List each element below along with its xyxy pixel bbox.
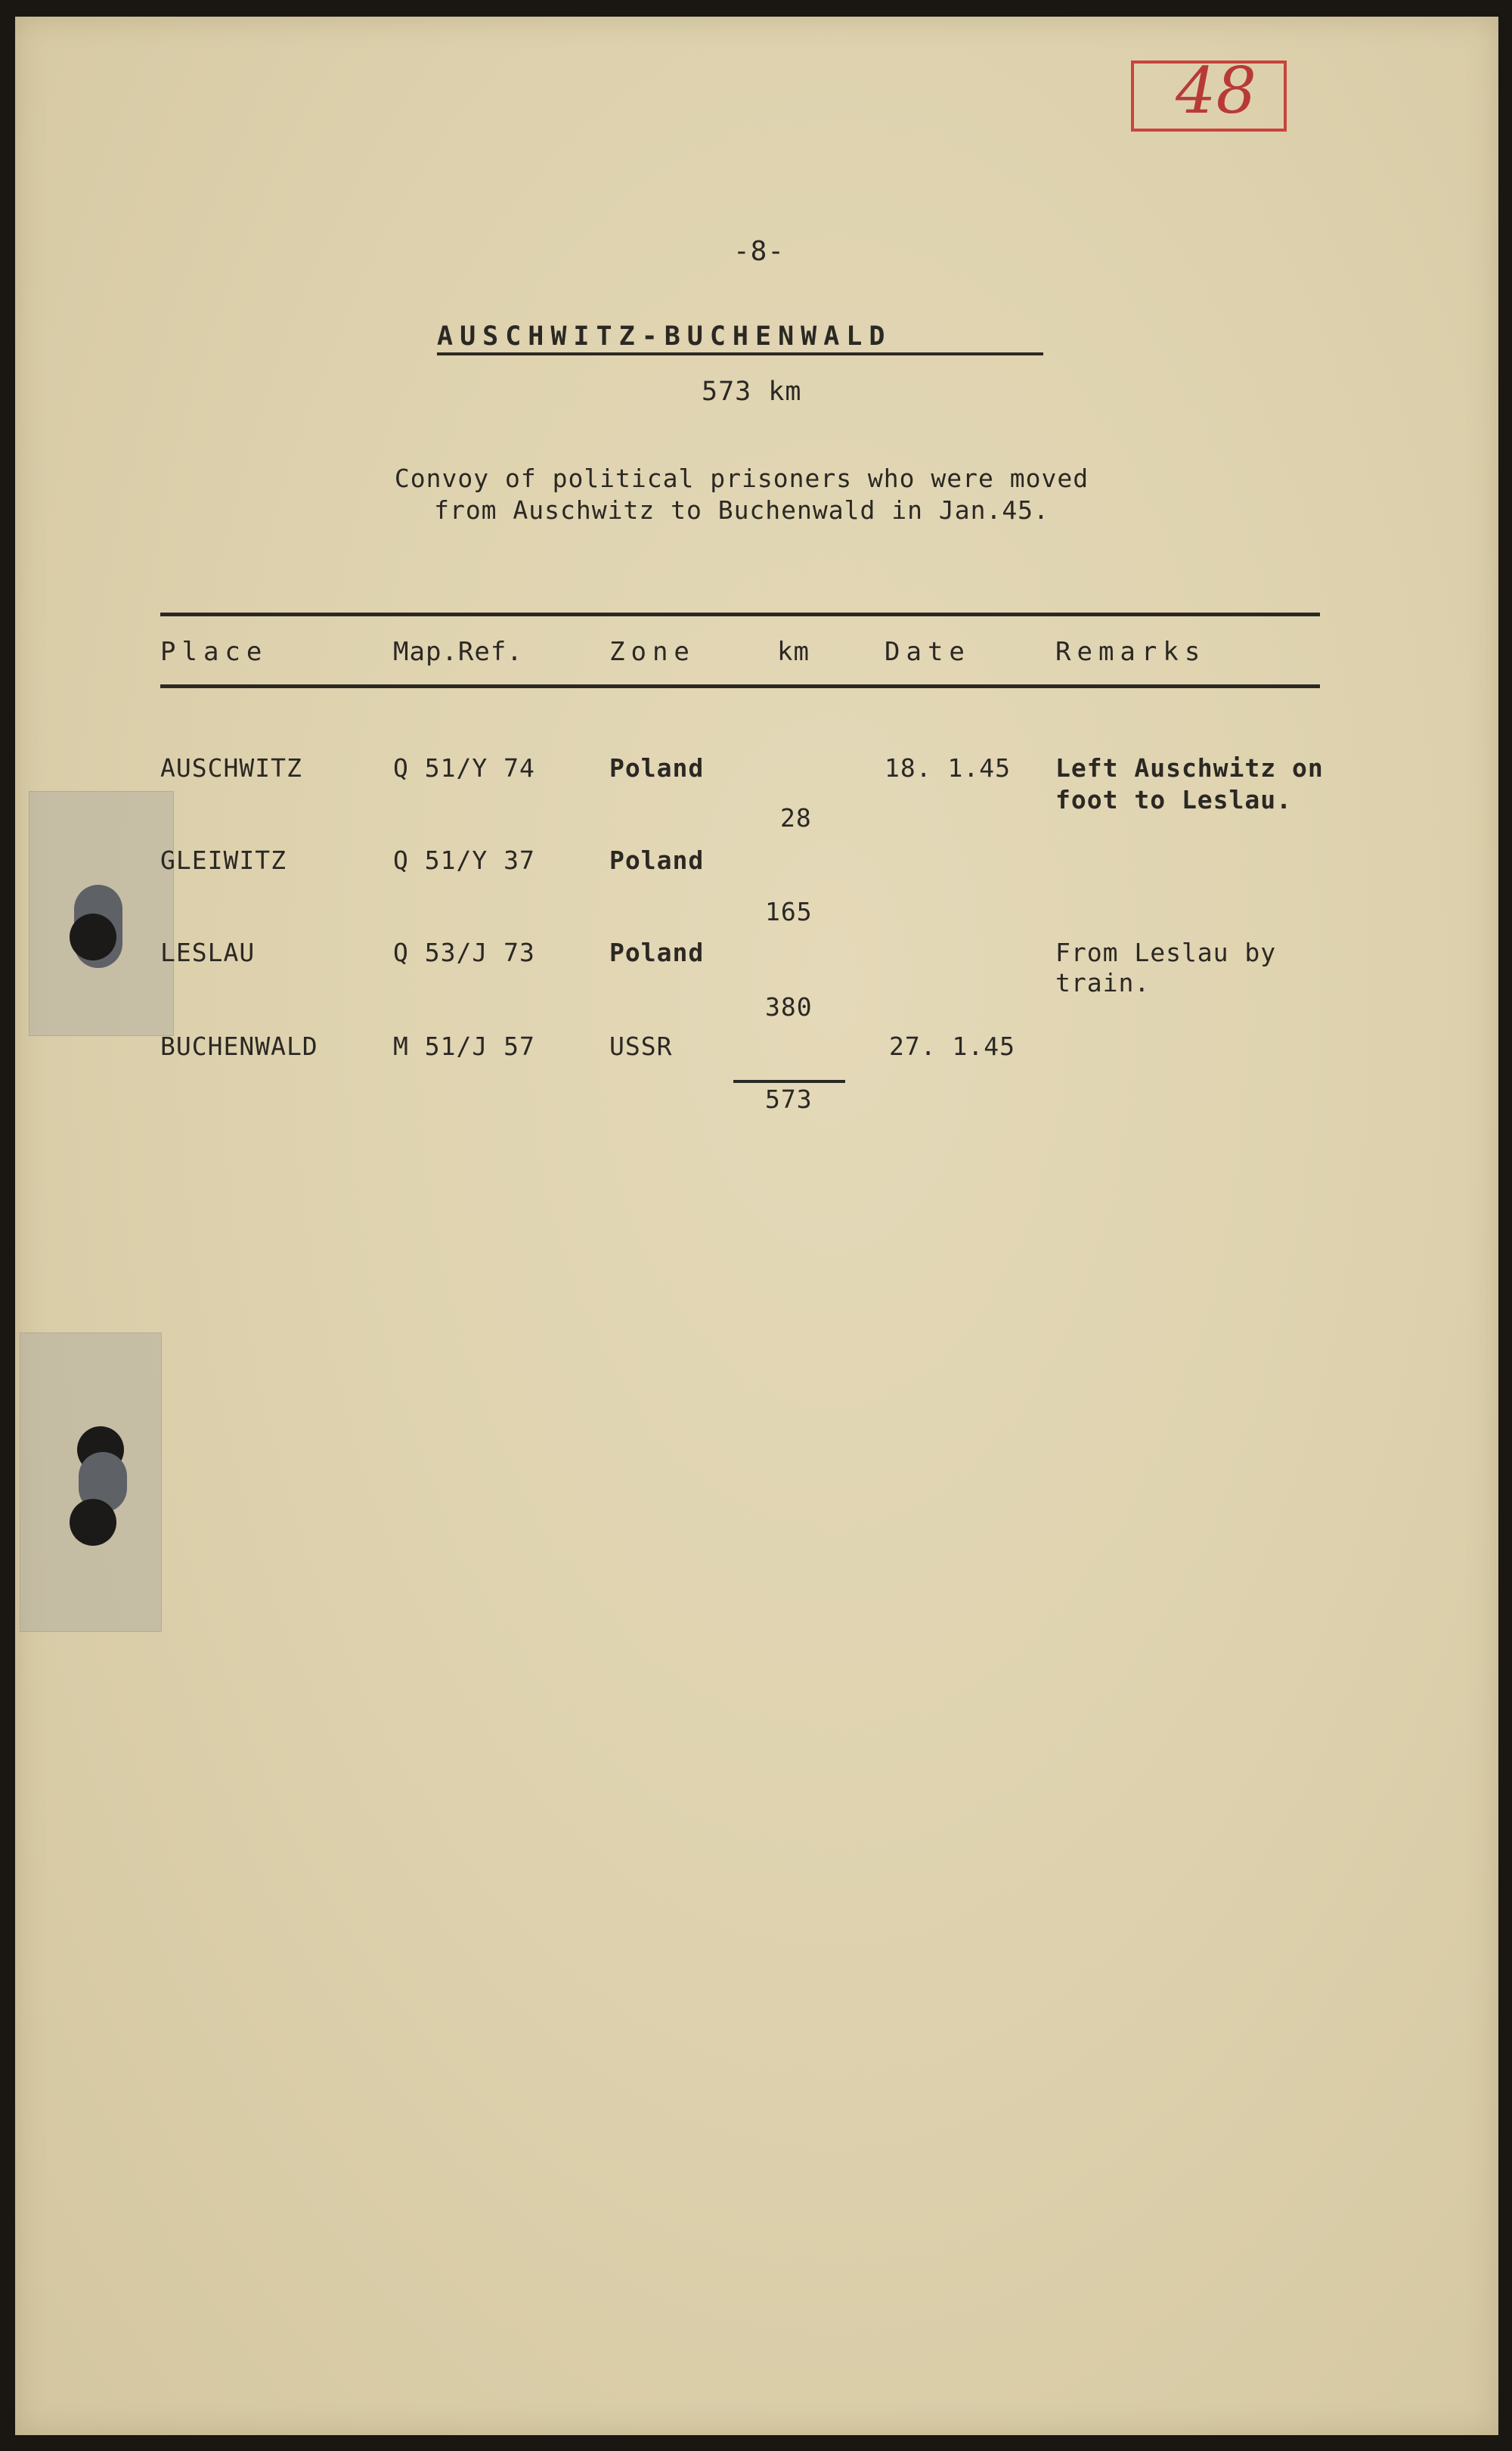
row-1-zone: Poland (609, 753, 705, 783)
row-4-mapref: M 51/J 57 (393, 1032, 535, 1061)
header-km: km (777, 637, 810, 667)
row-3-remarks-line-2: train. (1055, 968, 1151, 997)
header-place: Place (160, 637, 268, 667)
row-3-mapref: Q 53/J 73 (393, 938, 535, 967)
page-number: -8- (733, 236, 785, 267)
row-2-zone: Poland (609, 845, 705, 875)
row-1-remarks-line-1: Left Auschwitz on (1055, 753, 1324, 783)
segment-km-2: 165 (765, 897, 813, 926)
segment-km-1: 28 (780, 803, 812, 833)
row-3-zone: Poland (609, 938, 705, 967)
row-1-mapref: Q 51/Y 74 (393, 753, 535, 783)
row-3-remarks-line-1: From Leslau by (1055, 938, 1277, 967)
header-zone: Zone (609, 637, 696, 667)
sum-rule (733, 1080, 845, 1083)
segment-km-3: 380 (765, 992, 813, 1022)
table-header-rule (160, 684, 1320, 688)
row-1-remarks-line-2: foot to Leslau. (1055, 785, 1293, 814)
row-2-place: GLEIWITZ (160, 845, 287, 875)
header-mapref: Map.Ref. (393, 637, 523, 667)
title-underline (437, 352, 1043, 355)
total-km: 573 (765, 1084, 813, 1114)
total-distance: 573 km (702, 377, 802, 407)
row-3-place: LESLAU (160, 938, 256, 967)
row-4-place: BUCHENWALD (160, 1032, 318, 1061)
punch-hole-lower-b (70, 1499, 116, 1546)
convoy-description: Convoy of political prisoners who were moved from Auschwitz to Buchenwald in Jan.45. (394, 464, 1089, 525)
punch-hole-upper (70, 914, 116, 960)
row-1-place: AUSCHWITZ (160, 753, 302, 783)
page-title: AUSCHWITZ-BUCHENWALD (437, 321, 892, 352)
row-4-date: 27. 1.45 (889, 1032, 1015, 1061)
row-4-zone: USSR (609, 1032, 673, 1061)
header-remarks: Remarks (1055, 637, 1207, 667)
header-date: Date (885, 637, 971, 667)
table-top-rule (160, 613, 1320, 616)
row-2-mapref: Q 51/Y 37 (393, 845, 535, 875)
folio-stamp-number: 48 (1176, 54, 1256, 128)
row-1-date: 18. 1.45 (885, 753, 1011, 783)
